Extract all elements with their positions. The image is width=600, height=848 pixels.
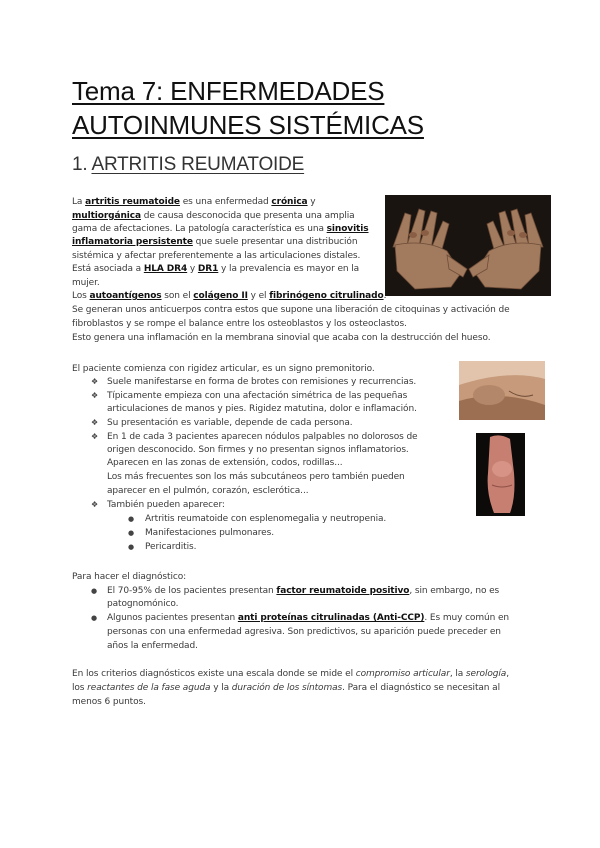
intro-line-5: sistémica y afectar preferentemente a las articulaciones distales. bbox=[72, 251, 361, 261]
clinical-bullet-1: Suele manifestarse en forma de brotes con remisiones y recurrencias. bbox=[107, 377, 417, 387]
sub-bullet-2: Manifestaciones pulmonares. bbox=[145, 528, 274, 538]
dot-bullet-icon: ● bbox=[128, 543, 135, 551]
clinical-bullet-4c: Aparecen en las zonas de extensión, codos, rodillas... bbox=[107, 458, 343, 468]
section-heading bbox=[72, 154, 304, 176]
hands-photo bbox=[385, 195, 551, 296]
clinical-bullet-3: Su presentación es variable, depende de cada persona. bbox=[107, 418, 353, 428]
intro-line-7: mujer. bbox=[72, 278, 100, 288]
diagnosis-bullet-1b: patognomónico. bbox=[107, 599, 179, 609]
criteria-line-1: En los criterios diagnósticos existe una escala donde se mide el compromiso articular, la serología, bbox=[72, 669, 509, 679]
section-title: ARTRITIS REUMATOIDE bbox=[91, 154, 305, 175]
clinical-bullet-2b: articulaciones de manos y pies. Rigidez matutina, dolor e inflamación. bbox=[107, 404, 417, 414]
intro-line-6: Está asociada a HLA DR4 y DR1 y la prevalencia es mayor en la bbox=[72, 264, 360, 274]
title-line-1: Tema 7: ENFERMEDADES bbox=[72, 76, 385, 106]
section-number: 1. bbox=[72, 154, 88, 175]
diamond-bullet-icon: ❖ bbox=[91, 377, 99, 386]
intro-line-9: Se generan unos anticuerpos contra estos que supone una liberación de citoquinas y activación de bbox=[72, 305, 510, 315]
diamond-bullet-icon: ❖ bbox=[91, 418, 99, 427]
intro-line-3: gama de afectaciones. La patología característica es una sinovitis bbox=[72, 224, 369, 234]
dot-bullet-icon: ● bbox=[91, 614, 98, 622]
diagnosis-bullet-2c: años la enfermedad. bbox=[107, 641, 198, 651]
clinical-bullet-4e: aparecer en el pulmón, corazón, esclerótica... bbox=[107, 486, 309, 496]
clinical-bullet-5: También pueden aparecer: bbox=[107, 500, 225, 510]
clinical-bullet-4a: En 1 de cada 3 pacientes aparecen nódulos palpables no dolorosos de bbox=[107, 432, 418, 442]
clinical-bullet-2a: Típicamente empieza con una afectación simétrica de las pequeñas bbox=[107, 391, 408, 401]
dot-bullet-icon: ● bbox=[128, 515, 135, 523]
criteria-line-3: menos 6 puntos. bbox=[72, 697, 146, 707]
intro-line-2: multiorgánica de causa desconocida que presenta una amplia bbox=[72, 211, 355, 221]
clinical-bullet-4b: origen desconocido. Son firmes y no presentan signos inflamatorios. bbox=[107, 445, 409, 455]
diamond-bullet-icon: ❖ bbox=[91, 391, 99, 400]
diagnosis-bullet-2: Algunos pacientes presentan anti proteínas citrulinadas (Anti-CCP). Es muy común en bbox=[107, 613, 510, 623]
finger-nodule-photo bbox=[476, 433, 525, 516]
diagnosis-bullet-2b: personas con una enfermedad agresiva. Son predictivos, su aparición puede preceder en bbox=[107, 627, 501, 637]
title-line-2: AUTOINMUNES SISTÉMICAS bbox=[72, 110, 424, 140]
criteria-line-2: los reactantes de la fase aguda y la duración de los síntomas. Para el diagnóstico se necesitan al bbox=[72, 683, 500, 693]
dot-bullet-icon: ● bbox=[91, 587, 98, 595]
dot-bullet-icon: ● bbox=[128, 529, 135, 537]
intro-line-11: Esto genera una inflamación en la membrana sinovial que acaba con la destrucción del hueso. bbox=[72, 333, 491, 343]
intro-line-10: fibroblastos y se rompe el balance entre los osteoblastos y los osteoclastos. bbox=[72, 319, 407, 329]
diagnosis-bullet-1: El 70-95% de los pacientes presentan factor reumatoide positivo, sin embargo, no es bbox=[107, 586, 500, 596]
page-title bbox=[72, 74, 472, 142]
intro-line-4: inflamatoria persistente que suele presentar una distribución bbox=[72, 237, 358, 247]
clinical-lead: El paciente comienza con rigidez articular, es un signo premonitorio. bbox=[72, 364, 375, 374]
sub-bullet-1: Artritis reumatoide con esplenomegalia y neutropenia. bbox=[145, 514, 387, 524]
intro-line-8: Los autoantígenos son el colágeno II y el fibrinógeno citrulinado. bbox=[72, 291, 387, 301]
diagnosis-lead: Para hacer el diagnóstico: bbox=[72, 572, 187, 582]
sub-bullet-3: Pericarditis. bbox=[145, 542, 197, 552]
clinical-bullet-4d: Los más frecuentes son los más subcutáneos pero también pueden bbox=[107, 472, 405, 482]
diamond-bullet-icon: ❖ bbox=[91, 432, 99, 441]
elbow-nodule-photo bbox=[459, 361, 545, 420]
diamond-bullet-icon: ❖ bbox=[91, 500, 99, 509]
intro-line-1: La artritis reumatoide es una enfermedad crónica y bbox=[72, 197, 316, 207]
